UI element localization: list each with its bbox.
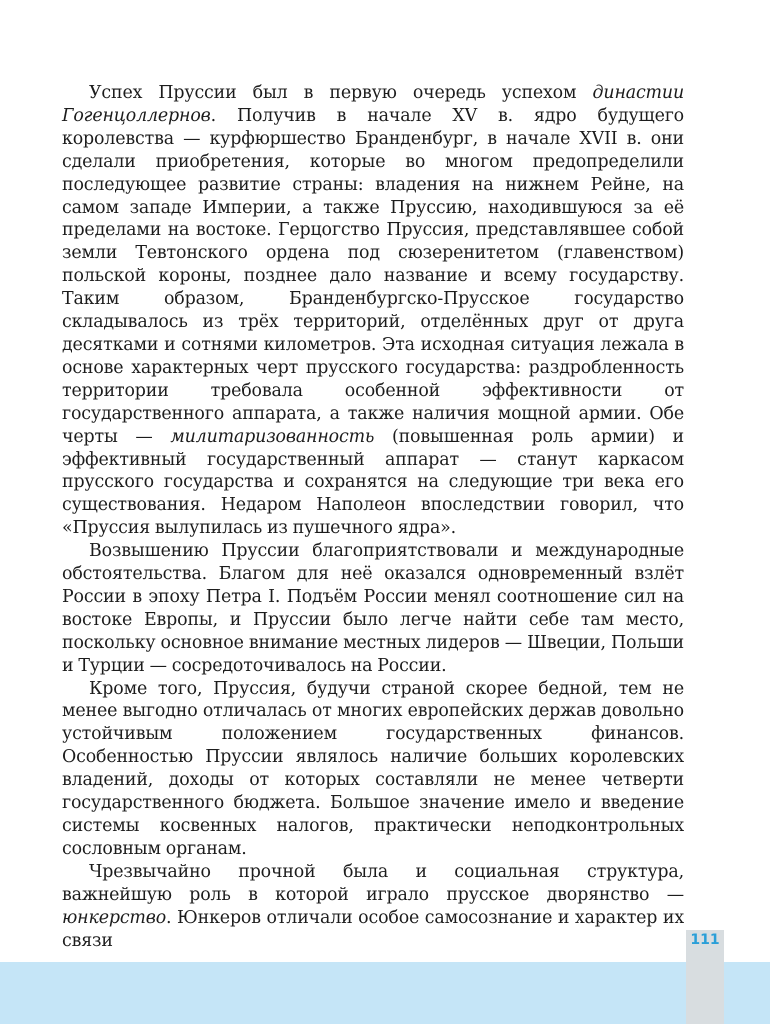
body-text [62,82,684,952]
p4-term-junkers: юнкерство [62,907,167,928]
paragraph-3: Кроме того, Пруссия, будучи страной скорее бедной, тем не менее выгодно отличалась от многих европейских держав довольно устойчивым положением государственных финансов. Особенностью Пруссии являлось наличие больших королевских владений, доходы от которых составляли не менее четверти государственного бюджета. Большое значение имело и введение системы косвенных налогов, практически неподконтрольных сословным органам. [62,678,684,859]
p1-text-a: Успех Пруссии был в первую очередь успехом [89,83,593,103]
bottom-decorative-band [0,962,770,1024]
p4-text-c: . Юнкеров отличали особое самосознание и характер их связи [62,907,684,951]
p1-term-militarization: милитаризованность [170,426,375,447]
p1-term-dynasty: династии Гогенцоллернов [62,83,684,126]
p1-text-e: (повышенная роль армии) и эффективный государственный аппарат — станут каркасом прусского государства и сохранятся на следующие три века его существования. Недаром Наполеон впоследствии говорил, что «Пруссия вылупилась из пушечного ядра». [62,426,684,539]
p1-text-c: . Получив в начале XV в. ядро будущего королевства — курфюршество Бранденбург, в начале XVII в. они сделали приобретения, которые во многом предопределили последующее развитие страны: владения на нижнем Рейне, на самом западе Империи, а также Пруссию, находившуюся за её пределами на востоке. Герцогство Пруссия, представлявшее собой земли Тевтонского ордена под сюзеренитетом (главенством) польской короны, позднее дало название и всему государству. Таким образом, Бранденбургско-Прусское государство складывалось из трёх территорий, отделённых друг от друга десятками и сотнями километров. Эта исходная ситуация лежала в основе характерных черт прусского государства: раздробленность территории требовала особенной эффективности от государственного аппарата, а также наличия мощной армии. Обе черты — [62,105,684,447]
page-number: 111 [690,932,720,948]
p4-text-a: Чрезвычайно прочной была и социальная структура, важнейшую роль в которой играло прусское дворянство — [62,861,684,905]
paragraph-4 [62,861,684,953]
paragraph-1 [62,82,684,540]
paragraph-2: Возвышению Пруссии благоприятствовали и международные обстоятельства. Благом для неё оказался одновременный взлёт России в эпоху Петра I. Подъём России менял соотношение сил на востоке Европы, и Пруссии было легче найти себе там место, поскольку основное внимание местных лидеров — Швеции, Польши и Турции — сосредоточивалось на России. [62,541,684,676]
